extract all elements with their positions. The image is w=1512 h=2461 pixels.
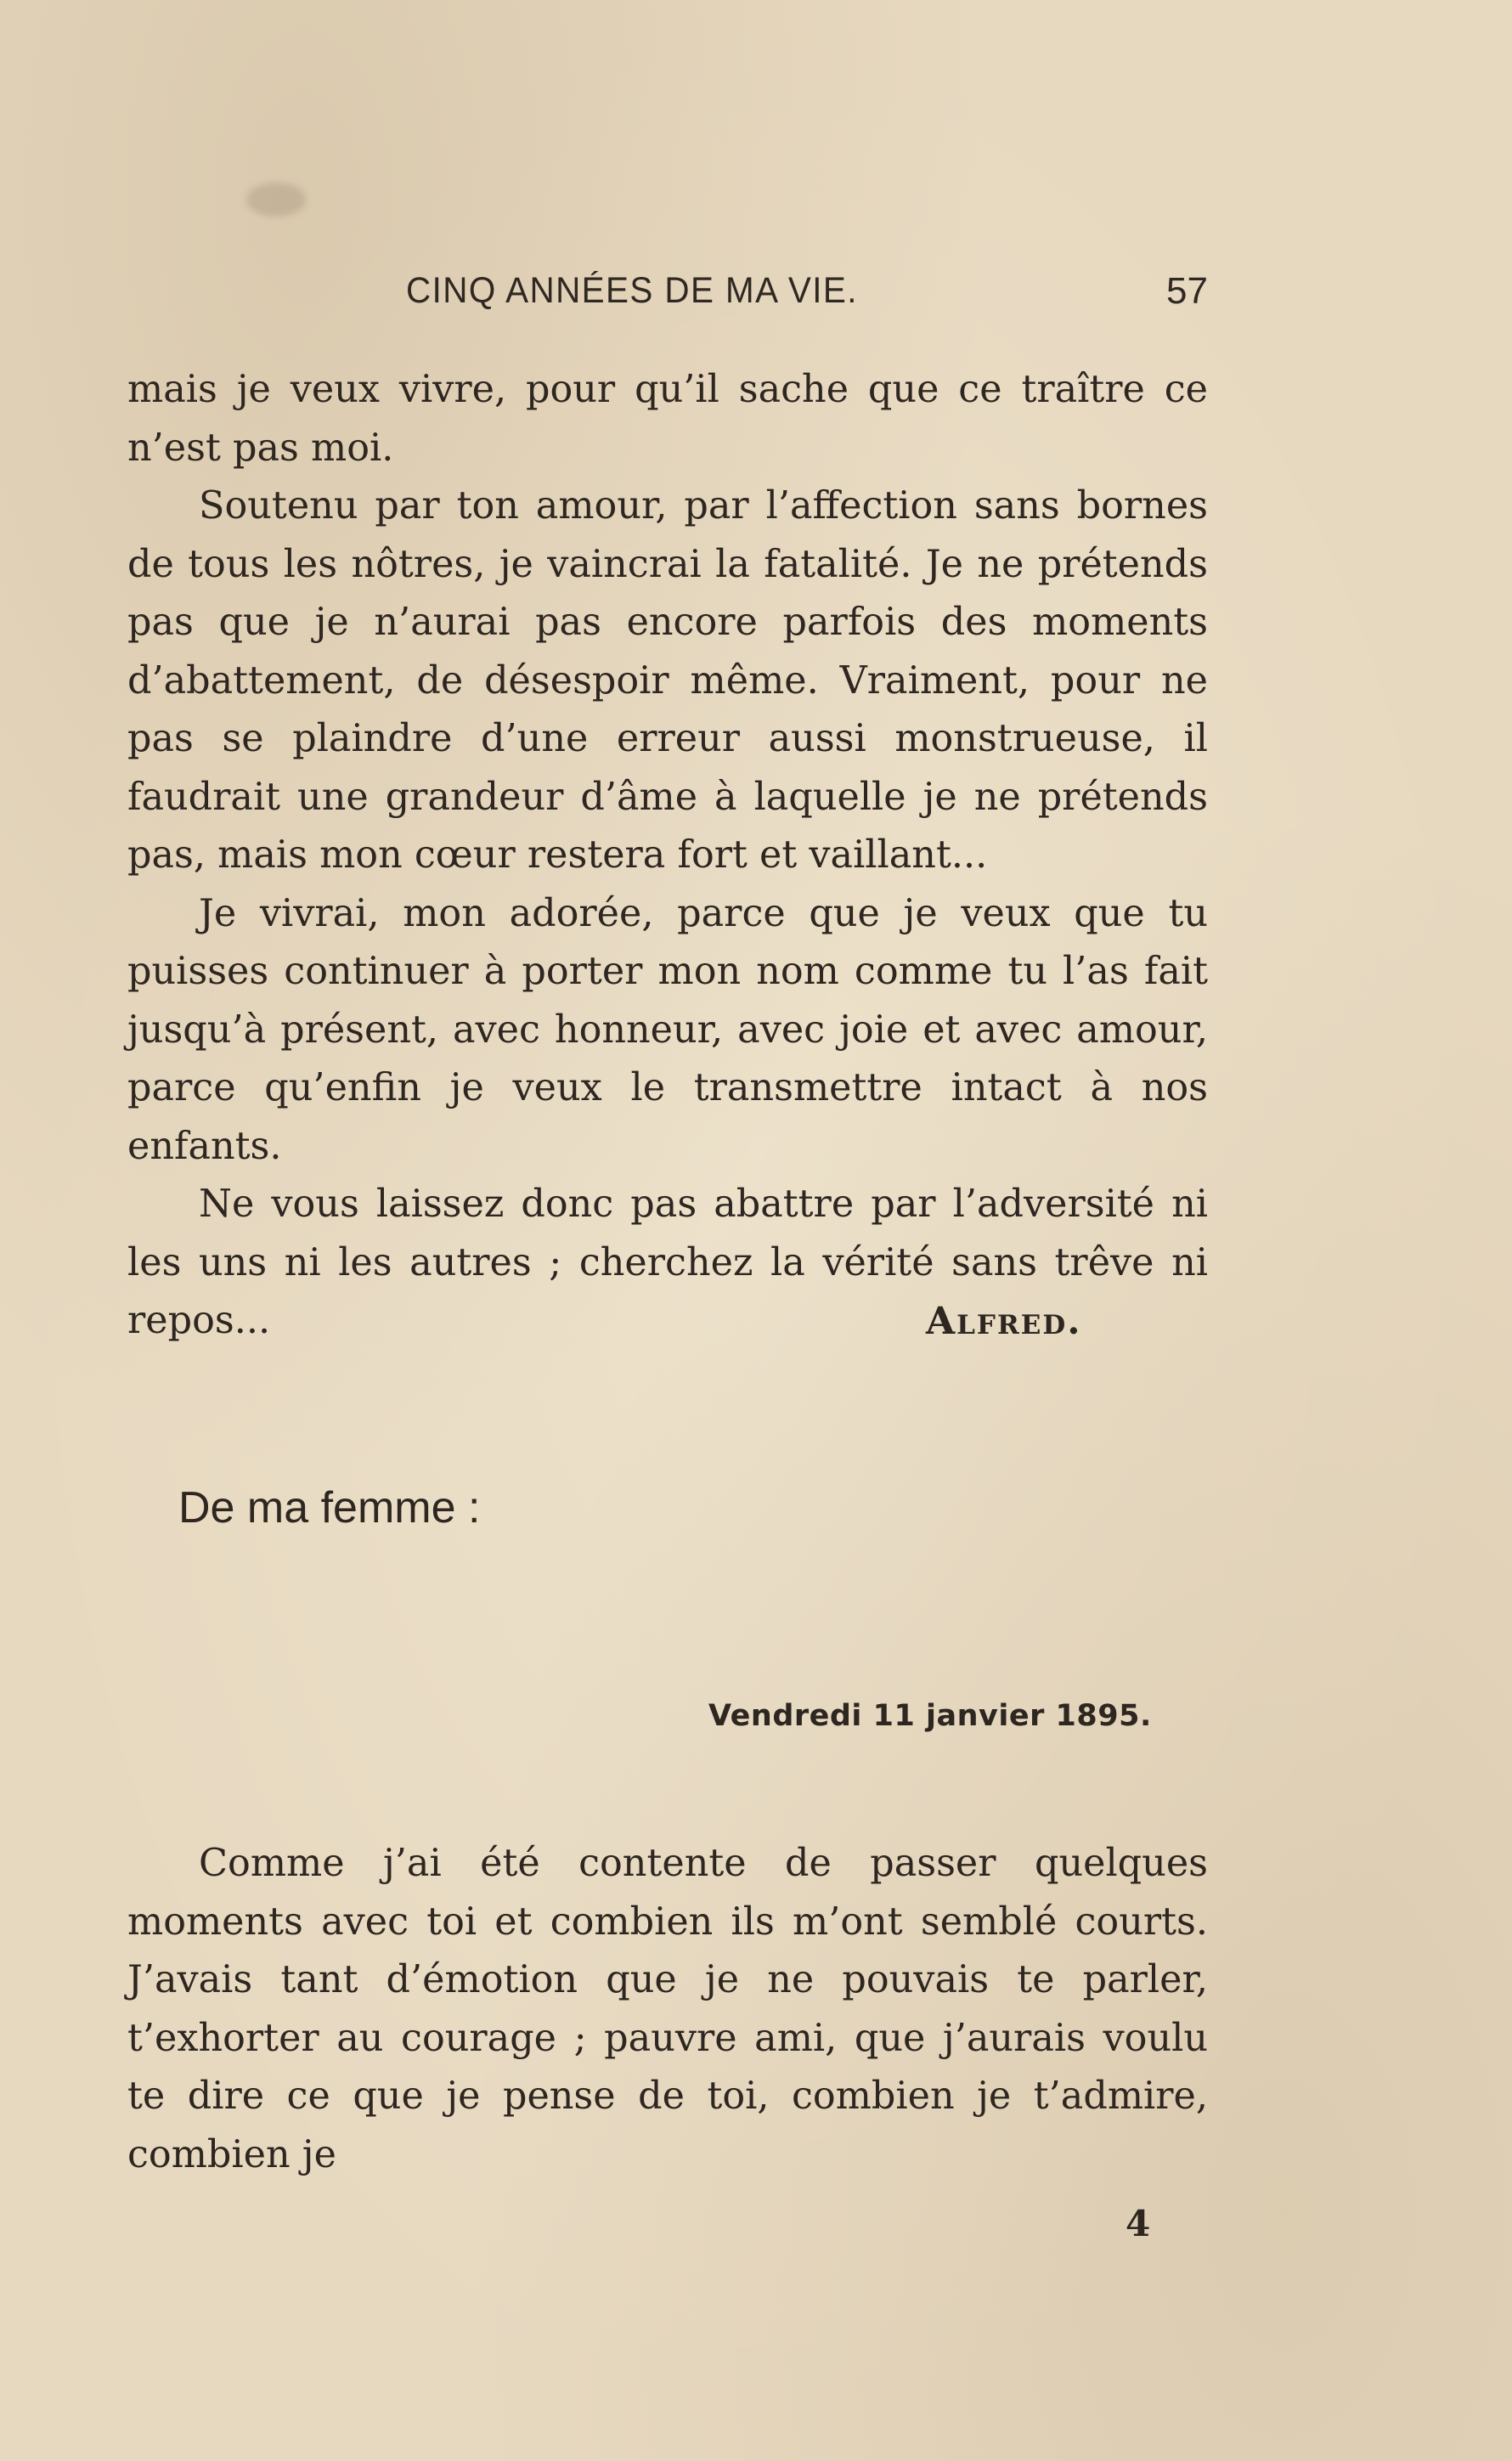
paragraph: mais je veux vivre, pour qu’il sache que ce traître ce n’est pas moi. [127,368,1208,470]
letter-signature: Alfred. [926,1300,1082,1343]
letter-body-2 [127,1835,1208,2184]
section-heading: De ma femme : [178,1483,481,1532]
page-number: 57 [1166,270,1208,312]
paragraph: Comme j’ai été contente de passer quelques moments avec toi et combien ils m’ont semblé courts. J’avais tant d’émotion que je ne pouvais te parler, t’exhorter au courage ; pauvre ami, que j’aurais voulu te dire ce que je pense de toi, combien je t’admire, combien je [127,1842,1208,2176]
paragraph: Ne vous laissez donc pas abattre par l’adversité ni les uns ni les autres ; cherchez la vérité sans trêve ni repos... [127,1183,1208,1342]
running-title: CINQ ANNÉES DE MA VIE. [406,270,858,311]
printer-signature-mark: 4 [1126,2203,1151,2244]
paragraph: Je vivrai, mon adorée, parce que je veux que tu puisses continuer à porter mon nom comme tu l’as fait jusqu’à présent, avec honneur, avec joie et avec amour, parce qu’enfin je veux le transmettre intact à nos enfants. [127,891,1208,1168]
letter-date: Vendredi 11 janvier 1895. [708,1699,1152,1733]
page-header [406,270,1208,321]
letter-body [127,361,1208,1351]
ink-smudge [246,183,306,217]
paragraph: Soutenu par ton amour, par l’affection sans bornes de tous les nôtres, je vaincrai la fatalité. Je ne prétends pas que je n’aurai pas encore parfois des moments d’abattement, de désespoir même. Vraiment, pour ne pas se plaindre d’une erreur aussi monstrueuse, il faudrait une grandeur d’âme à laquelle je ne prétends pas, mais mon cœur restera fort et vaillant... [127,484,1208,877]
